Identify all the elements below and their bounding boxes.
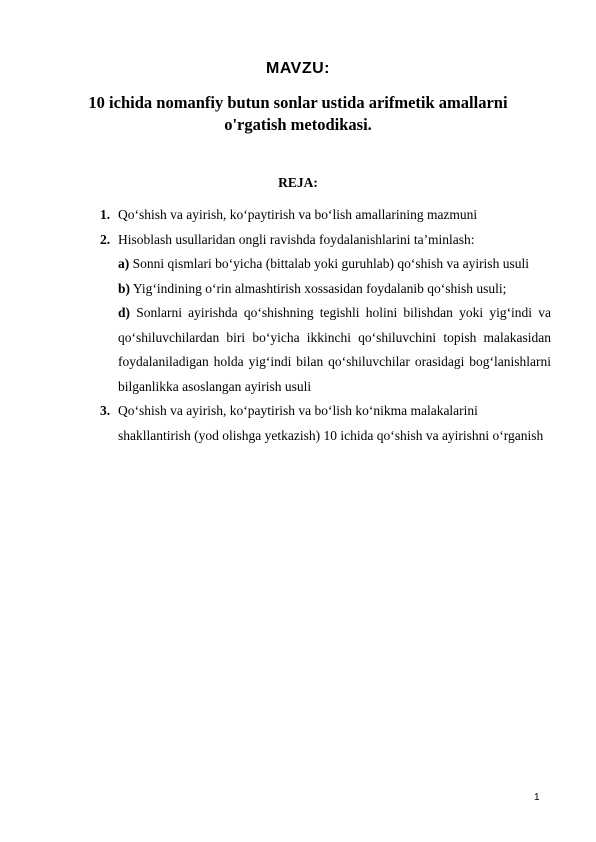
plan-subitem-d: [96, 301, 551, 399]
subitem-letter: d): [118, 305, 131, 320]
plan-heading: REJA:: [278, 175, 318, 190]
plan-subitem-b: [96, 277, 551, 302]
plan-item-3: [96, 399, 551, 448]
plan-item-number: 2.: [100, 231, 111, 247]
plan-item-number: 3.: [100, 403, 111, 418]
plan-item-number: 1.: [100, 207, 111, 222]
plan-item-text: Hisoblash usullaridan ongli ravishda foydalanishlarini ta’minlash:: [118, 231, 475, 247]
plan-list: [96, 203, 551, 448]
subitem-text: Sonni qismlari bo‘yicha (bittalab yoki guruhlab) qo‘shish va ayirish usuli: [132, 256, 529, 271]
plan-item-2: [96, 228, 551, 253]
plan-item-text: Qo‘shish va ayirish, ko‘paytirish va bo‘lish amallarining mazmuni: [118, 207, 478, 222]
subitem-text: Sonlarni ayirishda qo‘shishning tegishli holini bilishdan yoki yig‘indi va qo‘shiluvchilardan biri bo‘yicha ikkinchi qo‘shiluvchini topish malakasidan foydalaniladigan holda yig‘indi bilan qo‘shiluvchilar orasidagi bog‘lanishlarni bilganlikka asoslangan ayirish usuli: [118, 305, 551, 394]
plan-item-1: [96, 203, 551, 228]
plan-subitem-a: [96, 252, 551, 277]
topic-label: MAVZU:: [265, 60, 331, 77]
subitem-letter: a): [118, 256, 130, 271]
subitem-letter: b): [118, 280, 131, 296]
topic-title: 10 ichida nomanfiy butun sonlar ustida arifmetik amallarni o'rgatish metodikasi.: [88, 93, 508, 134]
page-number: 1: [534, 792, 540, 803]
plan-item-text: Qo‘shish va ayirish, ko‘paytirish va bo‘lish ko‘nikma malakalarini shakllantirish (yod olishga yetkazish) 10 ichida qo‘shish va ayirishni o‘rganish: [118, 403, 544, 443]
subitem-text: Yig‘indining o‘rin almashtirish xossasidan foydalanib qo‘shish usuli;: [132, 280, 507, 296]
